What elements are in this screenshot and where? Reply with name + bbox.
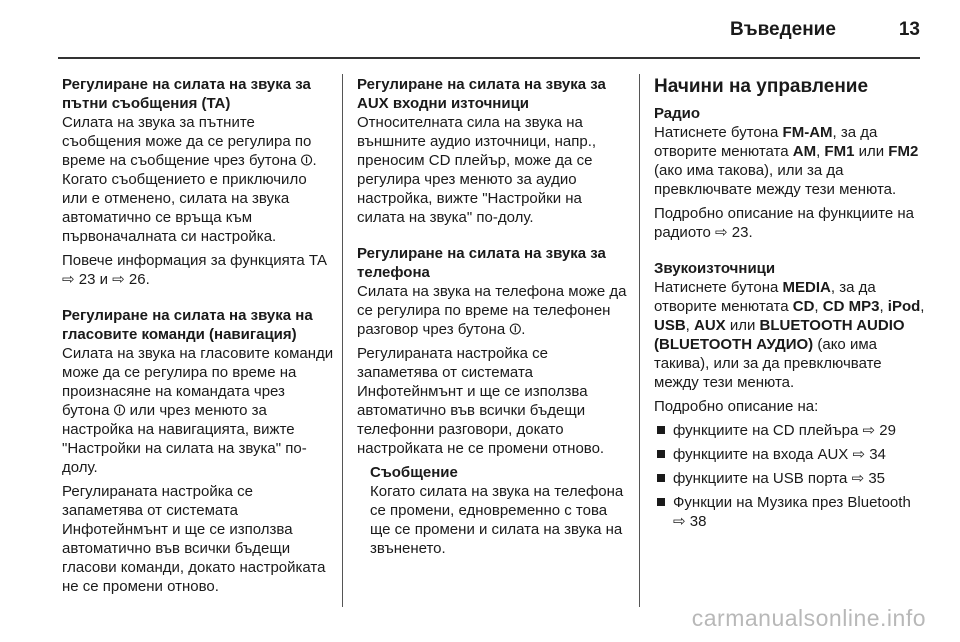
page-ref-icon: ⇨ [715,224,728,241]
paragraph: Силата на звука за пътните съобщения може да се регулира по време на съобщение чрез бутона ⏼. Когато съобщението е приключило или е отменено, силата на звука автоматично се връща към първоначалната си настройка. [62,114,317,245]
page-ref: 23. [731,224,753,241]
section-title-navigation-volume: Регулиране на силата на звука на гласовите команди (навигация) [62,307,313,343]
page-ref: 38 [689,513,707,530]
note-title: Съобщение [370,464,458,481]
header-divider [58,57,920,59]
page-ref: 23 [78,271,96,288]
paragraph: Натиснете бутона FM-AM, за да отворите менютата AM, FM1 или FM2 (ако има такова), или за да превключвате между тези менюта. [654,124,919,198]
paragraph: Подробно описание на функциите на радиото ⇨ 23. [654,205,914,241]
section-title-ta-volume: Регулиране на силата на звука за пътни съобщения (TA) [62,76,311,112]
page-ref: 29 [879,422,896,439]
page-ref-icon: ⇨ [862,422,876,439]
paragraph: Натиснете бутона MEDIA, за да отворите менютата CD, CD MP3, iPod, USB, AUX или BLUETOOTH AUDIO (BLUETOOTH АУДИО) (ако има такива), или за да превключвате между тези менюта. [654,279,925,391]
page-title: Въведение [730,19,836,40]
page-ref-icon: ⇨ [673,513,686,530]
button-label: MEDIA [782,279,831,296]
column-1 [62,75,334,601]
list-item: функциите на входа AUX ⇨ 34 [654,445,926,464]
function-list [654,421,926,531]
paragraph: Силата на звука на телефона може да се регулира по време на телефонен разговор чрез бутона ⏼. [357,283,627,338]
page-ref: 26. [128,271,150,288]
power-icon: ⏼ [509,321,522,338]
button-label: FM-AM [782,124,833,141]
page-ref-icon: ⇨ [62,271,75,288]
watermark: carmanualsonline.info [691,605,926,631]
paragraph: Регулираната настройка се запаметява от системата Инфотейнмънт и ще се използва автоматично във всички бъдещи телефонни разговори, докато настройката не се промени отново. [357,345,605,457]
paragraph: Регулираната настройка се запаметява от системата Инфотейнмънт и ще се използва автоматично във всички бъдещи гласови команди, докато настройката не се промени отново. [62,483,326,595]
section-title-phone-volume: Регулиране на силата на звука за телефона [357,245,606,281]
page-ref: 34 [869,446,886,463]
column-divider-1 [342,74,343,607]
page-ref-icon: ⇨ [852,446,866,463]
list-item: функциите на USB порта ⇨ 35 [654,469,926,488]
note-box [370,463,629,558]
paragraph: Повече информация за функцията TA ⇨ 23 и ⇨ 26. [62,252,327,288]
column-3 [654,75,926,536]
page-number: 13 [898,19,920,40]
page-ref-icon: ⇨ [112,271,125,288]
column-2 [357,75,629,563]
paragraph: Относителната сила на звука на външните аудио източници, напр., преносим CD плейър, може да се регулира чрез менюто за аудио настройка, вижте "Настройки на силата на звука" по-долу. [357,114,597,226]
list-item: Функции на Музика през Bluetooth ⇨ 38 [654,493,926,531]
section-title-aux-volume: Регулиране на силата на звука за AUX входни източници [357,76,606,112]
page-ref: 35 [868,470,886,487]
note-text: Когато силата на звука на телефона се промени, едновременно с това ще се промени и силата на звука на звъненето. [370,483,624,557]
subsection-title-sources: Звукоизточници [654,260,776,277]
section-title-operation: Начини на управление [654,76,869,97]
list-item: функциите на CD плейъра ⇨ 29 [654,421,926,440]
page-ref-icon: ⇨ [851,470,865,487]
column-divider-2 [639,74,640,607]
power-icon: ⏼ [300,152,313,169]
paragraph: Подробно описание на: [654,398,819,415]
paragraph: Силата на звука на гласовите команди може да се регулира по време на произнасяне на командата чрез бутона ⏼ или чрез менюто за настройка на навигацията, вижте "Настройки на силата на звука" по-долу. [62,345,334,476]
power-icon: ⏼ [113,402,126,419]
subsection-title-radio: Радио [654,105,701,122]
